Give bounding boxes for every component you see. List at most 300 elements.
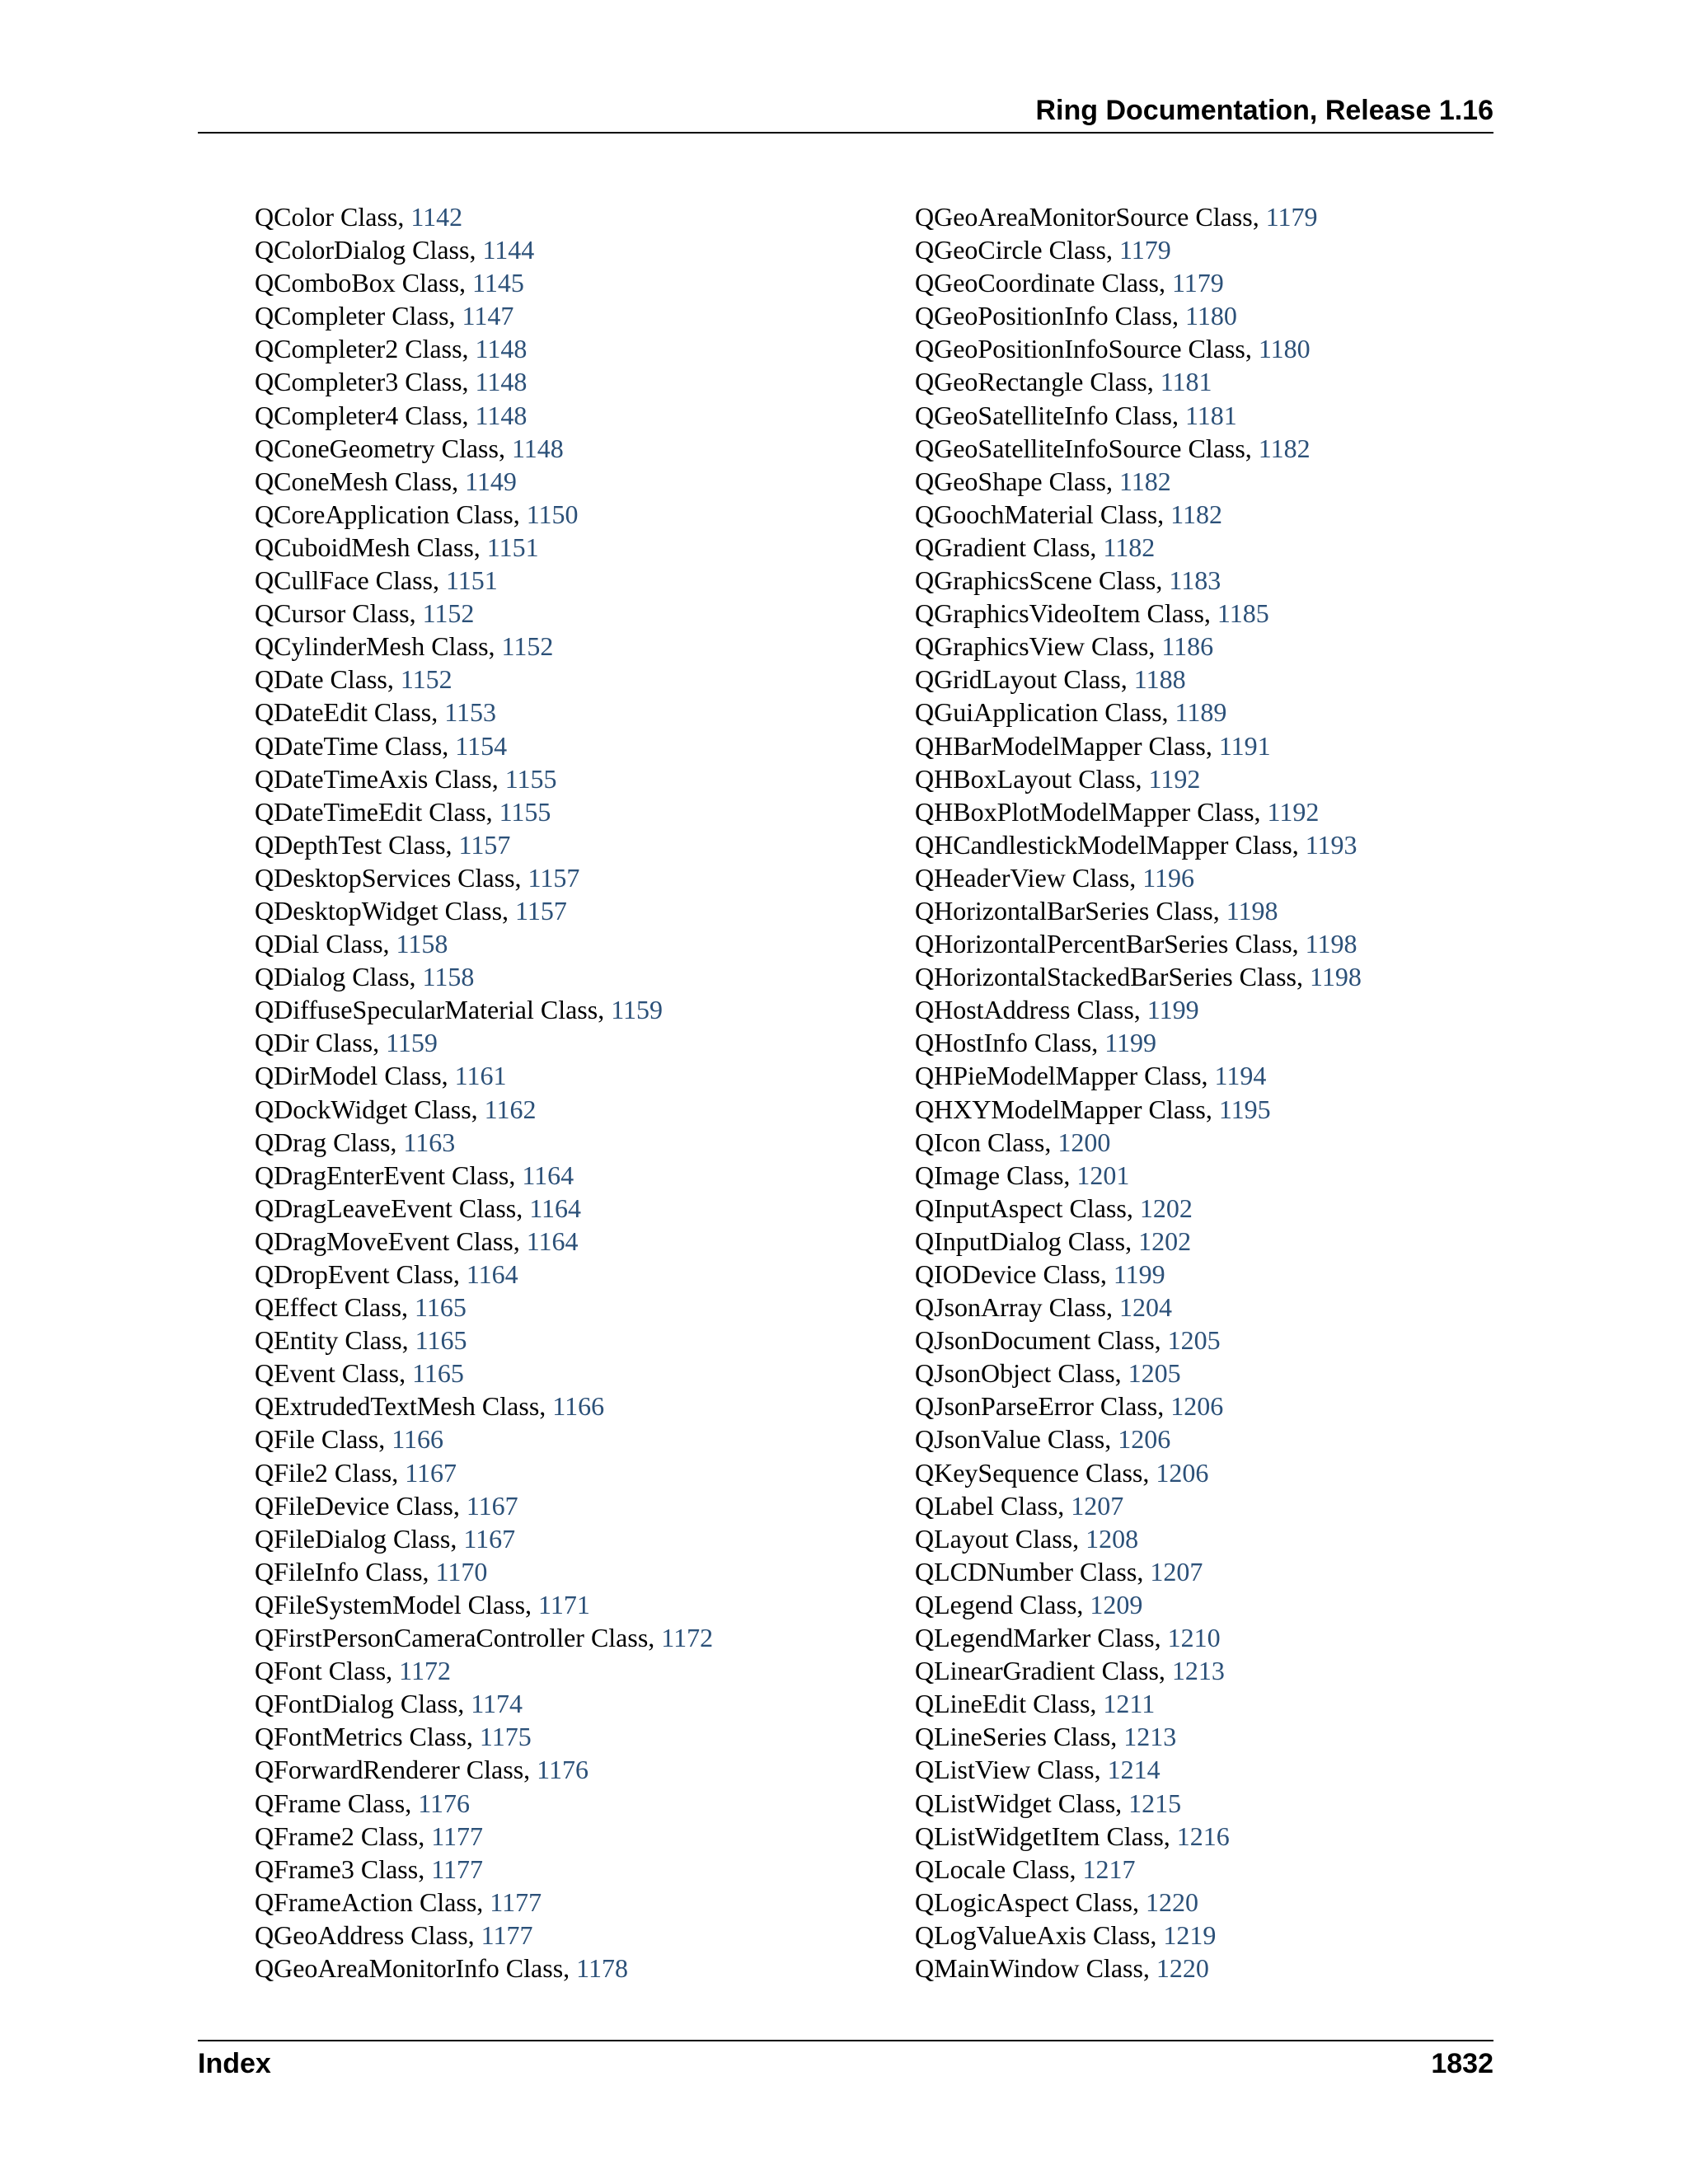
index-entry-page-link[interactable]: 1176 xyxy=(418,1788,471,1818)
index-entry-name: QMainWindow Class xyxy=(915,1952,1143,1983)
index-entry-page-link[interactable]: 1180 xyxy=(1185,301,1237,331)
index-entry-page-link[interactable]: 1192 xyxy=(1148,763,1201,794)
index-entry: QCompleter3 Class, 1148 xyxy=(255,367,528,397)
index-entry-page-link[interactable]: 1210 xyxy=(1167,1623,1221,1653)
index-entry: QLogicAspect Class, 1220 xyxy=(915,1886,1198,1917)
index-entry-name: QInputAspect Class xyxy=(915,1193,1127,1223)
index-entry: QGuiApplication Class, 1189 xyxy=(915,697,1227,728)
index-entry: QHostAddress Class, 1199 xyxy=(915,995,1199,1025)
index-entry-page-link[interactable]: 1152 xyxy=(400,664,452,695)
index-entry: QLCDNumber Class, 1207 xyxy=(915,1556,1203,1586)
index-entry-name: QDateTime Class xyxy=(255,730,443,761)
index-entry-name: QCompleter3 Class xyxy=(255,367,462,397)
index-entry-name: QGraphicsVideoItem Class xyxy=(915,598,1204,629)
index-entry-page-link[interactable]: 1148 xyxy=(475,367,528,397)
index-entry: QHeaderView Class, 1196 xyxy=(915,862,1195,893)
index-entry-name: QDepthTest Class xyxy=(255,829,446,860)
index-entry: QFrame2 Class, 1177 xyxy=(255,1821,484,1851)
index-entry-page-link[interactable]: 1174 xyxy=(471,1689,523,1719)
index-entry-name: QLogicAspect Class xyxy=(915,1886,1132,1917)
index-entry: QDropEvent Class, 1164 xyxy=(255,1259,518,1289)
index-entry: QJsonValue Class, 1206 xyxy=(915,1424,1171,1455)
index-entry-name: QHorizontalPercentBarSeries Class xyxy=(915,929,1292,959)
index-entry-page-link[interactable]: 1179 xyxy=(1118,235,1171,265)
index-entry-page-link[interactable]: 1213 xyxy=(1171,1656,1225,1686)
index-entry: QInputDialog Class, 1202 xyxy=(915,1226,1192,1256)
index-entry: QLinearGradient Class, 1213 xyxy=(915,1656,1225,1686)
index-entry-name: QGeoAreaMonitorSource Class xyxy=(915,202,1253,232)
index-entry-name: QConeGeometry Class xyxy=(255,433,499,463)
index-entry: QKeySequence Class, 1206 xyxy=(915,1457,1209,1488)
index-entry: QListWidget Class, 1215 xyxy=(915,1788,1182,1818)
index-entry-name: QHostInfo Class xyxy=(915,1028,1092,1058)
index-entry-page-link[interactable]: 1179 xyxy=(1265,202,1318,232)
index-entry-name: QGeoSatelliteInfo Class xyxy=(915,400,1172,430)
index-entry: QJsonArray Class, 1204 xyxy=(915,1292,1172,1323)
index-entry-name: QCoreApplication Class xyxy=(255,499,513,529)
index-entry-page-link[interactable]: 1164 xyxy=(466,1259,518,1289)
index-entry: QGraphicsScene Class, 1183 xyxy=(915,565,1221,596)
index-entry-page-link[interactable]: 1196 xyxy=(1142,862,1195,893)
index-entry: QHCandlestickModelMapper Class, 1193 xyxy=(915,829,1357,860)
index-entry-name: QLocale Class xyxy=(915,1854,1070,1884)
index-entry-page-link[interactable]: 1189 xyxy=(1175,697,1227,728)
index-entry: QDesktopServices Class, 1157 xyxy=(255,862,580,893)
index-entry-name: QLinearGradient Class xyxy=(915,1656,1159,1686)
index-entry-page-link[interactable]: 1159 xyxy=(386,1028,438,1058)
index-entry-page-link[interactable]: 1148 xyxy=(511,433,564,463)
index-entry-name: QHXYModelMapper Class xyxy=(915,1094,1206,1124)
index-entry-name: QHeaderView Class xyxy=(915,862,1130,893)
index-entry-page-link[interactable]: 1151 xyxy=(445,565,498,596)
index-entry-name: QDateTimeEdit Class xyxy=(255,796,486,827)
index-entry: QCursor Class, 1152 xyxy=(255,598,475,629)
index-entry: QDragMoveEvent Class, 1164 xyxy=(255,1226,579,1256)
index-entry: QHorizontalPercentBarSeries Class, 1198 xyxy=(915,929,1357,959)
index-entry-name: QCuboidMesh Class xyxy=(255,532,474,562)
index-entry-name: QFrame3 Class xyxy=(255,1854,419,1884)
index-entry-name: QDiffuseSpecularMaterial Class xyxy=(255,995,598,1025)
index-entry-page-link[interactable]: 1148 xyxy=(475,334,528,364)
index-entry-name: QDockWidget Class xyxy=(255,1094,471,1124)
index-column-left xyxy=(255,200,713,1985)
index-entry-name: QCullFace Class xyxy=(255,565,433,596)
index-entry-page-link[interactable]: 1154 xyxy=(455,730,508,761)
index-entry-page-link[interactable]: 1206 xyxy=(1118,1424,1171,1455)
index-entry-name: QGeoShape Class xyxy=(915,466,1106,496)
index-entry-page-link[interactable]: 1201 xyxy=(1076,1160,1130,1190)
index-entry-name: QFrameAction Class xyxy=(255,1886,477,1917)
index-entry-page-link[interactable]: 1148 xyxy=(475,400,528,430)
page-header xyxy=(198,92,1493,134)
index-entry: QFont Class, 1172 xyxy=(255,1656,451,1686)
index-entry-page-link[interactable]: 1195 xyxy=(1218,1094,1271,1124)
index-entry: QIcon Class, 1200 xyxy=(915,1127,1111,1157)
index-entry-name: QGeoCoordinate Class xyxy=(915,268,1159,298)
index-entry-name: QEvent Class xyxy=(255,1358,400,1389)
index-entry: QGraphicsView Class, 1186 xyxy=(915,631,1214,662)
index-entry-page-link[interactable]: 1198 xyxy=(1305,929,1357,959)
index-entry-page-link[interactable]: 1206 xyxy=(1156,1457,1209,1488)
index-entry-name: QEffect Class xyxy=(255,1292,402,1323)
index-entry-page-link[interactable]: 1205 xyxy=(1167,1325,1221,1356)
index-entry-name: QHostAddress Class xyxy=(915,995,1134,1025)
index-entry-page-link[interactable]: 1151 xyxy=(486,532,539,562)
index-entry-page-link[interactable]: 1199 xyxy=(1146,995,1199,1025)
index-entry-name: QDial Class xyxy=(255,929,383,959)
index-entry: QGridLayout Class, 1188 xyxy=(915,664,1186,695)
index-entry-name: QDropEvent Class xyxy=(255,1259,453,1289)
index-entry-page-link[interactable]: 1152 xyxy=(501,631,554,662)
index-entry-page-link[interactable]: 1166 xyxy=(552,1391,605,1422)
index-entry-page-link[interactable]: 1214 xyxy=(1107,1755,1160,1785)
index-entry: QLabel Class, 1207 xyxy=(915,1490,1124,1521)
index-entry-page-link[interactable]: 1220 xyxy=(1145,1886,1198,1917)
index-entry-page-link[interactable]: 1152 xyxy=(422,598,475,629)
index-entry: QConeGeometry Class, 1148 xyxy=(255,433,564,463)
index-entry-name: QIODevice Class xyxy=(915,1259,1100,1289)
index-entry: QComboBox Class, 1145 xyxy=(255,268,524,298)
index-entry-page-link[interactable]: 1165 xyxy=(415,1325,467,1356)
index-entry: QDragEnterEvent Class, 1164 xyxy=(255,1160,574,1190)
index-entry-page-link[interactable]: 1188 xyxy=(1133,664,1186,695)
index-entry-name: QDrag Class xyxy=(255,1127,391,1157)
index-entry-name: QDate Class xyxy=(255,664,387,695)
index-entry-name: QDragMoveEvent Class xyxy=(255,1226,513,1256)
index-entry: QDial Class, 1158 xyxy=(255,929,448,959)
index-entry-name: QLayout Class xyxy=(915,1523,1073,1554)
index-entry-page-link[interactable]: 1165 xyxy=(412,1358,464,1389)
index-entry: QGraphicsVideoItem Class, 1185 xyxy=(915,598,1269,629)
index-entry-page-link[interactable]: 1163 xyxy=(403,1127,456,1157)
index-entry: QCompleter Class, 1147 xyxy=(255,301,514,331)
index-entry: QColorDialog Class, 1144 xyxy=(255,235,535,265)
index-entry-name: QFirstPersonCameraController Class xyxy=(255,1623,649,1653)
index-entry: QGeoSatelliteInfo Class, 1181 xyxy=(915,400,1237,430)
index-entry-name: QFrame2 Class xyxy=(255,1821,419,1851)
index-entry-name: QDirModel Class xyxy=(255,1061,442,1091)
index-entry-page-link[interactable]: 1193 xyxy=(1305,829,1357,860)
index-entry-name: QGeoAreaMonitorInfo Class xyxy=(255,1952,564,1983)
index-entry-name: QFontMetrics Class xyxy=(255,1722,467,1752)
index-entry-name: QCylinderMesh Class xyxy=(255,631,489,662)
index-entry-page-link[interactable]: 1207 xyxy=(1071,1490,1124,1521)
index-entry-page-link[interactable]: 1153 xyxy=(444,697,496,728)
index-entry-name: QFileDevice Class xyxy=(255,1490,453,1521)
index-entry-page-link[interactable]: 1205 xyxy=(1128,1358,1181,1389)
index-entry-name: QJsonParseError Class xyxy=(915,1391,1158,1422)
index-entry-name: QCompleter2 Class xyxy=(255,334,462,364)
index-entry: QFrameAction Class, 1177 xyxy=(255,1886,542,1917)
index-entry-page-link[interactable]: 1211 xyxy=(1103,1689,1156,1719)
index-entry-page-link[interactable]: 1177 xyxy=(481,1919,533,1950)
index-entry-name: QGradient Class xyxy=(915,532,1090,562)
index-entry: QDateTimeAxis Class, 1155 xyxy=(255,763,557,794)
index-entry-page-link[interactable]: 1217 xyxy=(1082,1854,1136,1884)
index-entry-page-link[interactable]: 1179 xyxy=(1171,268,1224,298)
index-entry: QColor Class, 1142 xyxy=(255,202,463,232)
index-entry: QGeoRectangle Class, 1181 xyxy=(915,367,1212,397)
index-entry-name: QListView Class xyxy=(915,1755,1095,1785)
index-entry: QFileInfo Class, 1170 xyxy=(255,1556,488,1586)
index-entry-name: QFileDialog Class xyxy=(255,1523,451,1554)
index-entry-page-link[interactable]: 1202 xyxy=(1139,1193,1193,1223)
index-entry-page-link[interactable]: 1186 xyxy=(1161,631,1214,662)
index-entry: QImage Class, 1201 xyxy=(915,1160,1130,1190)
index-entry: QLogValueAxis Class, 1219 xyxy=(915,1919,1217,1950)
index-entry: QFile Class, 1166 xyxy=(255,1424,444,1455)
index-entry-name: QExtrudedTextMesh Class xyxy=(255,1391,540,1422)
index-entry-name: QIcon Class xyxy=(915,1127,1045,1157)
index-entry: QCylinderMesh Class, 1152 xyxy=(255,631,554,662)
index-entry: QGeoAreaMonitorSource Class, 1179 xyxy=(915,202,1318,232)
index-entry: QJsonParseError Class, 1206 xyxy=(915,1391,1224,1422)
index-entry-page-link[interactable]: 1215 xyxy=(1128,1788,1182,1818)
index-entry: QHBoxPlotModelMapper Class, 1192 xyxy=(915,796,1320,827)
index-entry-page-link[interactable]: 1199 xyxy=(1113,1259,1165,1289)
index-entry-page-link[interactable]: 1150 xyxy=(526,499,579,529)
index-entry: QListView Class, 1214 xyxy=(915,1755,1160,1785)
index-entry-page-link[interactable]: 1155 xyxy=(499,796,551,827)
index-entry: QDialog Class, 1158 xyxy=(255,962,475,992)
index-entry: QGeoSatelliteInfoSource Class, 1182 xyxy=(915,433,1311,463)
index-entry-page-link[interactable]: 1192 xyxy=(1267,796,1320,827)
index-entry-name: QKeySequence Class xyxy=(915,1457,1143,1488)
index-entry-page-link[interactable]: 1206 xyxy=(1170,1391,1224,1422)
index-entry-page-link[interactable]: 1213 xyxy=(1123,1722,1177,1752)
index-entry-page-link[interactable]: 1149 xyxy=(465,466,517,496)
index-entry-name: QColor Class xyxy=(255,202,398,232)
index-entry: QFontMetrics Class, 1175 xyxy=(255,1722,532,1752)
index-entry-name: QForwardRenderer Class xyxy=(255,1755,524,1785)
index-entry: QCullFace Class, 1151 xyxy=(255,565,498,596)
index-entry: QGeoAreaMonitorInfo Class, 1178 xyxy=(255,1952,628,1983)
index-entry-page-link[interactable]: 1208 xyxy=(1085,1523,1139,1554)
index-entry-page-link[interactable]: 1167 xyxy=(466,1490,518,1521)
index-entry-page-link[interactable]: 1185 xyxy=(1217,598,1269,629)
index-entry-name: QFontDialog Class xyxy=(255,1689,458,1719)
index-entry-page-link[interactable]: 1181 xyxy=(1184,400,1237,430)
index-entry-name: QCompleter Class xyxy=(255,301,449,331)
index-entry-page-link[interactable]: 1182 xyxy=(1170,499,1222,529)
index-entry: QGoochMaterial Class, 1182 xyxy=(915,499,1222,529)
index-entry-page-link[interactable]: 1161 xyxy=(454,1061,507,1091)
index-entry: QInputAspect Class, 1202 xyxy=(915,1193,1193,1223)
index-entry-name: QGraphicsView Class xyxy=(915,631,1149,662)
index-entry: QMainWindow Class, 1220 xyxy=(915,1952,1209,1983)
index-entry-page-link[interactable]: 1177 xyxy=(431,1821,484,1851)
index-entry: QFirstPersonCameraController Class, 1172 xyxy=(255,1623,714,1653)
index-entry: QDir Class, 1159 xyxy=(255,1028,438,1058)
index-entry: QCuboidMesh Class, 1151 xyxy=(255,532,539,562)
index-entry: QGeoPositionInfoSource Class, 1180 xyxy=(915,334,1311,364)
index-entry-name: QLineSeries Class xyxy=(915,1722,1111,1752)
index-entry-name: QHCandlestickModelMapper Class xyxy=(915,829,1292,860)
index-entry-page-link[interactable]: 1145 xyxy=(472,268,524,298)
page-footer xyxy=(198,2040,1493,2083)
index-entry-name: QLogValueAxis Class xyxy=(915,1919,1151,1950)
index-entry: QHorizontalBarSeries Class, 1198 xyxy=(915,895,1278,926)
index-entry-page-link[interactable]: 1164 xyxy=(526,1226,579,1256)
index-entry-page-link[interactable]: 1191 xyxy=(1218,730,1271,761)
index-entry: QHorizontalStackedBarSeries Class, 1198 xyxy=(915,962,1362,992)
index-entry: QDockWidget Class, 1162 xyxy=(255,1094,537,1124)
index-entry-page-link[interactable]: 1182 xyxy=(1118,466,1171,496)
index-entry: QEntity Class, 1165 xyxy=(255,1325,467,1356)
index-entry: QDateTime Class, 1154 xyxy=(255,730,508,761)
index-entry: QIODevice Class, 1199 xyxy=(915,1259,1165,1289)
index-entry: QDateTimeEdit Class, 1155 xyxy=(255,796,551,827)
index-entry-name: QGuiApplication Class xyxy=(915,697,1162,728)
index-entry-page-link[interactable]: 1177 xyxy=(431,1854,484,1884)
index-entry: QForwardRenderer Class, 1176 xyxy=(255,1755,588,1785)
index-entry-name: QLineEdit Class xyxy=(915,1689,1090,1719)
index-entry-name: QHorizontalBarSeries Class xyxy=(915,895,1213,926)
index-entry-name: QJsonObject Class xyxy=(915,1358,1115,1389)
index-entry-name: QGraphicsScene Class xyxy=(915,565,1156,596)
index-entry-page-link[interactable]: 1178 xyxy=(576,1952,628,1983)
index-entry: QEvent Class, 1165 xyxy=(255,1358,464,1389)
index-entry-page-link[interactable]: 1175 xyxy=(479,1722,532,1752)
index-entry-name: QImage Class xyxy=(915,1160,1064,1190)
index-entry: QCompleter4 Class, 1148 xyxy=(255,400,528,430)
index-entry-page-link[interactable]: 1183 xyxy=(1169,565,1221,596)
index-entry-name: QConeMesh Class xyxy=(255,466,452,496)
index-entry: QGeoAddress Class, 1177 xyxy=(255,1919,533,1950)
index-entry: QLayout Class, 1208 xyxy=(915,1523,1139,1554)
index-entry: QHPieModelMapper Class, 1194 xyxy=(915,1061,1267,1091)
index-entry-page-link[interactable]: 1171 xyxy=(538,1589,590,1619)
index-entry-page-link[interactable]: 1142 xyxy=(410,202,463,232)
index-entry-page-link[interactable]: 1177 xyxy=(490,1886,542,1917)
index-column-right xyxy=(915,200,1362,1985)
index-entry-page-link[interactable]: 1164 xyxy=(529,1193,582,1223)
index-entry: QGeoCoordinate Class, 1179 xyxy=(915,268,1224,298)
index-entry: QEffect Class, 1165 xyxy=(255,1292,467,1323)
index-entry-page-link[interactable]: 1155 xyxy=(504,763,557,794)
index-entry-page-link[interactable]: 1182 xyxy=(1258,433,1311,463)
index-entry-name: QLCDNumber Class xyxy=(915,1556,1137,1586)
index-entry-page-link[interactable]: 1172 xyxy=(399,1656,451,1686)
index-entry: QGeoPositionInfo Class, 1180 xyxy=(915,301,1237,331)
index-entry-name: QGeoRectangle Class xyxy=(915,367,1147,397)
index-entry-page-link[interactable]: 1207 xyxy=(1150,1556,1203,1586)
index-entry-page-link[interactable]: 1172 xyxy=(661,1623,714,1653)
index-entry-name: QGeoSatelliteInfoSource Class xyxy=(915,433,1245,463)
index-entry-name: QGeoCircle Class xyxy=(915,235,1106,265)
index-entry: QDesktopWidget Class, 1157 xyxy=(255,895,567,926)
index-entry-name: QLabel Class xyxy=(915,1490,1058,1521)
index-entry-name: QDesktopWidget Class xyxy=(255,895,503,926)
index-entry-name: QListWidgetItem Class xyxy=(915,1821,1164,1851)
index-entry-page-link[interactable]: 1165 xyxy=(415,1292,467,1323)
index-entry-page-link[interactable]: 1167 xyxy=(463,1523,516,1554)
index-entry-name: QLegend Class xyxy=(915,1589,1077,1619)
index-entry: QCompleter2 Class, 1148 xyxy=(255,334,528,364)
index-entry-name: QDragLeaveEvent Class xyxy=(255,1193,517,1223)
index-entry-page-link[interactable]: 1182 xyxy=(1103,532,1156,562)
index-entry: QFileDialog Class, 1167 xyxy=(255,1523,516,1554)
index-entry-name: QColorDialog Class xyxy=(255,235,470,265)
index-entry-page-link[interactable]: 1200 xyxy=(1057,1127,1111,1157)
index-entry: QLineSeries Class, 1213 xyxy=(915,1722,1177,1752)
index-entry-name: QJsonDocument Class xyxy=(915,1325,1155,1356)
index-entry-name: QFrame Class xyxy=(255,1788,406,1818)
index-entry-name: QCursor Class xyxy=(255,598,410,629)
index-entry-page-link[interactable]: 1198 xyxy=(1226,895,1278,926)
index-entry-name: QGridLayout Class xyxy=(915,664,1121,695)
index-entry: QDirModel Class, 1161 xyxy=(255,1061,507,1091)
index-entry: QDrag Class, 1163 xyxy=(255,1127,456,1157)
index-entry-name: QInputDialog Class xyxy=(915,1226,1126,1256)
index-entry: QJsonObject Class, 1205 xyxy=(915,1358,1181,1389)
index-entry-page-link[interactable]: 1157 xyxy=(528,862,580,893)
index-entry-page-link[interactable]: 1220 xyxy=(1156,1952,1209,1983)
index-entry-name: QGeoPositionInfo Class xyxy=(915,301,1172,331)
index-entry-page-link[interactable]: 1204 xyxy=(1118,1292,1172,1323)
index-entry: QLocale Class, 1217 xyxy=(915,1854,1136,1884)
index-entry-page-link[interactable]: 1180 xyxy=(1258,334,1311,364)
index-entry-name: QGoochMaterial Class xyxy=(915,499,1158,529)
index-entry: QHBoxLayout Class, 1192 xyxy=(915,763,1201,794)
index-entry-page-link[interactable]: 1157 xyxy=(515,895,567,926)
index-entry-page-link[interactable]: 1157 xyxy=(458,829,511,860)
index-entry: QGradient Class, 1182 xyxy=(915,532,1156,562)
index-entry: QLineEdit Class, 1211 xyxy=(915,1689,1156,1719)
index-entry-page-link[interactable]: 1144 xyxy=(482,235,535,265)
index-entry: QGeoShape Class, 1182 xyxy=(915,466,1171,496)
index-entry-name: QFileInfo Class xyxy=(255,1556,423,1586)
index-entry-name: QListWidget Class xyxy=(915,1788,1116,1818)
index-entry-page-link[interactable]: 1170 xyxy=(435,1556,488,1586)
index-entry-page-link[interactable]: 1181 xyxy=(1160,367,1212,397)
index-entry-page-link[interactable]: 1198 xyxy=(1310,962,1362,992)
index-entry-page-link[interactable]: 1147 xyxy=(462,301,514,331)
index-entry: QFrame Class, 1176 xyxy=(255,1788,471,1818)
index-entry-page-link[interactable]: 1167 xyxy=(405,1457,457,1488)
index-entry: QFile2 Class, 1167 xyxy=(255,1457,457,1488)
index-entry-page-link[interactable]: 1162 xyxy=(484,1094,537,1124)
index-entry-page-link[interactable]: 1199 xyxy=(1104,1028,1157,1058)
index-entry: QFileDevice Class, 1167 xyxy=(255,1490,518,1521)
index-entry-page-link[interactable]: 1158 xyxy=(396,929,448,959)
index-entry: QDateEdit Class, 1153 xyxy=(255,697,496,728)
index-entry-page-link[interactable]: 1202 xyxy=(1138,1226,1192,1256)
index-entry: QHBarModelMapper Class, 1191 xyxy=(915,730,1271,761)
index-entry: QDragLeaveEvent Class, 1164 xyxy=(255,1193,582,1223)
index-entry-page-link[interactable]: 1164 xyxy=(522,1160,574,1190)
index-entry-page-link[interactable]: 1219 xyxy=(1163,1919,1217,1950)
index-entry: QCoreApplication Class, 1150 xyxy=(255,499,579,529)
index-entry-name: QGeoAddress Class xyxy=(255,1919,468,1950)
index-entry-name: QFont Class xyxy=(255,1656,387,1686)
index-entry-name: QFile2 Class xyxy=(255,1457,392,1488)
index-entry: QExtrudedTextMesh Class, 1166 xyxy=(255,1391,605,1422)
index-entry-page-link[interactable]: 1194 xyxy=(1214,1061,1267,1091)
index-entry-page-link[interactable]: 1158 xyxy=(422,962,475,992)
index-entry-page-link[interactable]: 1209 xyxy=(1090,1589,1143,1619)
index-entry: QDate Class, 1152 xyxy=(255,664,452,695)
index-entry-page-link[interactable]: 1166 xyxy=(392,1424,444,1455)
index-entry-name: QFileSystemModel Class xyxy=(255,1589,526,1619)
index-entry-page-link[interactable]: 1216 xyxy=(1176,1821,1230,1851)
document-title: Ring Documentation, Release 1.16 xyxy=(1035,95,1493,126)
index-entry-page-link[interactable]: 1176 xyxy=(537,1755,588,1785)
index-entry-name: QComboBox Class xyxy=(255,268,460,298)
index-entry-name: QDesktopServices Class xyxy=(255,862,515,893)
index-entry-page-link[interactable]: 1159 xyxy=(611,995,663,1025)
index-entry-name: QHBoxLayout Class xyxy=(915,763,1136,794)
